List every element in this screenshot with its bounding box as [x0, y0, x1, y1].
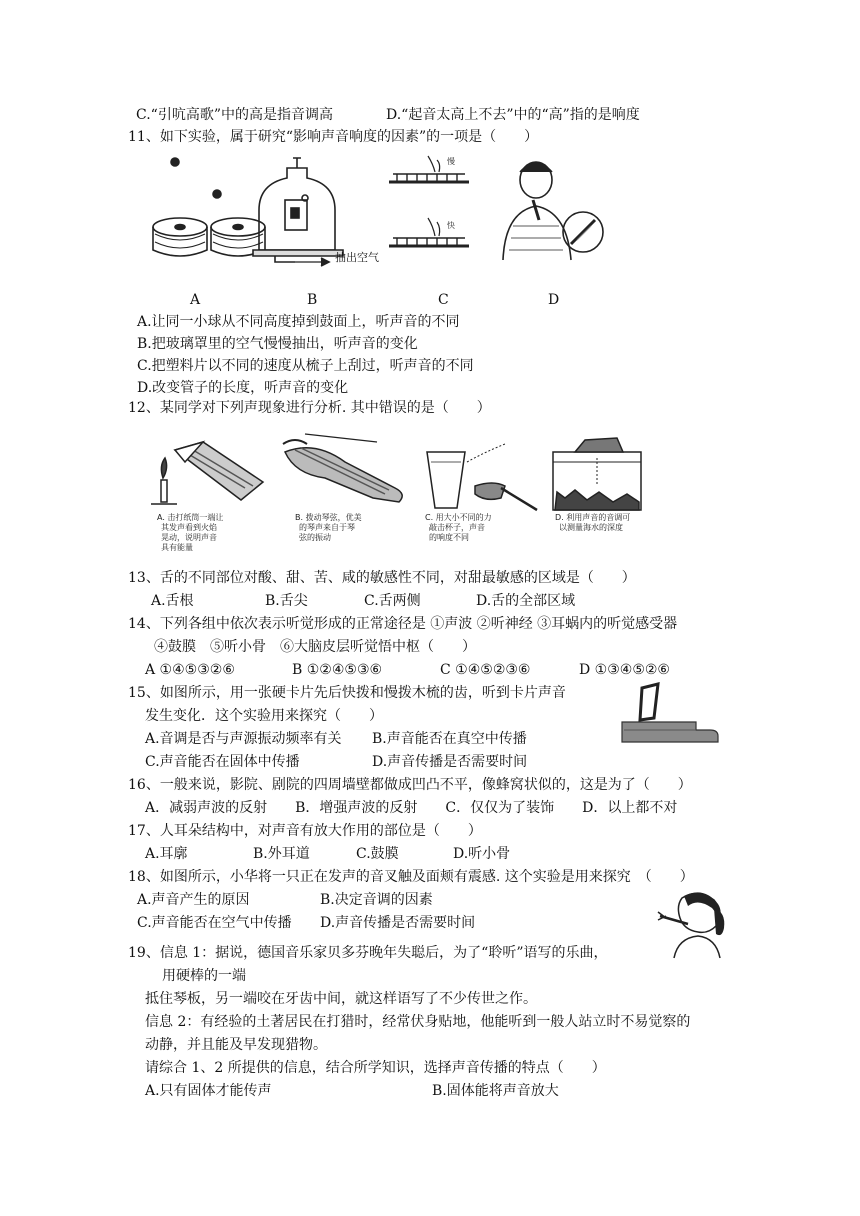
violin-figure — [283, 434, 402, 502]
svg-text:的响度不同: 的响度不同 — [429, 533, 469, 542]
svg-text:D. 利用声音的音调可: D. 利用声音的音调可 — [555, 513, 631, 522]
q18-stem: 18、如图所示，小华将一只正在发声的音叉触及面颊有震感. 这个实验是用来探究 （ ） — [128, 869, 694, 885]
boy-tube-figure-d — [503, 162, 603, 260]
q13-option-a: A.舌根 — [151, 593, 194, 609]
q17-option-c: C.鼓膜 — [356, 846, 399, 862]
q19-info-2: 信息 2：有经验的土著居民在打猎时，经常伏身贴地，他能听到一般人站立时不易觉察的 — [145, 1014, 691, 1030]
q13-option-d: D.舌的全部区域 — [476, 593, 576, 609]
bell-jar-figure-b — [253, 158, 343, 266]
drum-figure-a — [153, 158, 265, 256]
q19-stem-cont-1: 用硬棒的一端 — [162, 968, 246, 984]
ship-sonar-figure — [553, 438, 641, 510]
comb-figure-c — [389, 156, 469, 246]
fast-label: 快 — [447, 221, 455, 230]
q15-option-c: C.声音能否在固体中传播 — [145, 754, 300, 770]
q11-label-a: A — [190, 292, 201, 308]
q15-option-a: A.音调是否与声源振动频率有关 — [145, 731, 342, 747]
pump-label: 抽出空气 — [335, 251, 379, 264]
glass-cup-figure — [427, 444, 537, 510]
q19-stem-cont-2: 抵住琴板，另一端咬在牙齿中间，就这样语写了不少传世之作。 — [145, 991, 537, 1007]
q14-option-b: B ①②④⑤③⑥ — [292, 662, 383, 678]
q18-option-a: A.声音产生的原因 — [137, 892, 250, 908]
q15-option-d: D.声音传播是否需要时间 — [372, 754, 528, 770]
q19-option-a: A.只有固体才能传声 — [145, 1083, 272, 1099]
q14-option-a: A ①④⑤③②⑥ — [145, 662, 235, 678]
caption-d — [555, 512, 630, 532]
q16-stem: 16、一般来说，影院、剧院的四周墙壁都做成凹凸不平，像蜂窝状似的，这是为了（ ） — [128, 777, 692, 793]
q11-label-b: B — [307, 292, 318, 308]
q14-stem: 14、下列各组中依次表示听觉形成的正常途径是 ①声波 ②听神经 ③耳蜗内的听觉感受器 — [128, 616, 678, 632]
q18-option-c: C.声音能否在空气中传播 — [137, 915, 292, 931]
q11-label-c: C — [438, 292, 449, 308]
comb-card-figure — [618, 680, 722, 750]
q11-option-a: A.让同一小球从不同高度掉到鼓面上，听声音的不同 — [137, 314, 460, 330]
q11-stem: 11、如下实验，属于研究“影响声音响度的因素”的一项是（ ） — [128, 129, 539, 145]
q10-option-c: C.“引吭高歌”中的高是指音调高 — [136, 107, 333, 123]
svg-text:晃动，说明声音: 晃动，说明声音 — [161, 533, 217, 542]
svg-text:其发声看到火焰: 其发声看到火焰 — [161, 523, 217, 532]
q14-option-d: D ①③④⑤②⑥ — [579, 662, 670, 678]
svg-text:具有能量: 具有能量 — [161, 543, 193, 552]
svg-text:以测量海水的深度: 以测量海水的深度 — [559, 523, 623, 532]
q18-option-d: D.声音传播是否需要时间 — [320, 915, 476, 931]
q19-question: 请综合 1、2 所提供的信息，结合所学知识，选择声音传播的特点（ ） — [145, 1060, 606, 1076]
caption-b — [295, 512, 362, 542]
q10-option-d: D.“起音太高上不去”中的“高”指的是响度 — [386, 107, 640, 123]
svg-text:C. 用大小不同的力: C. 用大小不同的力 — [425, 513, 492, 522]
q14-stem-cont: ④鼓膜 ⑤听小骨 ⑥大脑皮层听觉悟中枢（ ） — [154, 639, 476, 655]
q13-option-c: C.舌两侧 — [364, 593, 421, 609]
q19-option-b: B.固体能将声音放大 — [432, 1083, 559, 1099]
q19-info-2-cont: 动静，并且能及早发现猎物。 — [145, 1037, 327, 1053]
svg-text:敲击杯子，声音: 敲击杯子，声音 — [429, 523, 485, 532]
q11-figure — [145, 150, 615, 275]
q17-stem: 17、人耳朵结构中，对声音有放大作用的部位是（ ） — [128, 823, 482, 839]
q16-options: A．减弱声波的反射 B．增强声波的反射 C．仅仅为了装饰 D．以上都不对 — [145, 800, 678, 816]
q13-stem: 13、舌的不同部位对酸、甜、苦、咸的敏感性不同，对甜最敏感的区域是（ ） — [128, 570, 636, 586]
q14-option-c: C ①④⑤②③⑥ — [440, 662, 531, 678]
svg-text:B. 拨动琴弦，优美: B. 拨动琴弦，优美 — [295, 513, 362, 522]
q12-stem: 12、某同学对下列声现象进行分析. 其中错误的是（ ） — [128, 400, 491, 416]
caption-c — [425, 512, 492, 542]
q13-option-b: B.舌尖 — [265, 593, 308, 609]
q17-option-d: D.听小骨 — [453, 846, 511, 862]
q12-figure — [145, 422, 650, 554]
q11-label-d: D — [548, 292, 560, 308]
q11-option-d: D.改变管子的长度，听声音的变化 — [137, 380, 349, 396]
svg-text:弦的振动: 弦的振动 — [299, 533, 331, 542]
q17-option-b: B.外耳道 — [253, 846, 310, 862]
caption-a — [157, 512, 223, 552]
q11-option-c: C.把塑料片以不同的速度从梳子上刮过，听声音的不同 — [137, 358, 474, 374]
slow-label: 慢 — [447, 157, 455, 166]
q18-option-b: B.决定音调的因素 — [320, 892, 433, 908]
girl-tuning-fork-figure — [654, 888, 730, 960]
q17-option-a: A.耳廓 — [145, 846, 188, 862]
q11-option-b: B.把玻璃罩里的空气慢慢抽出，听声音的变化 — [137, 336, 418, 352]
q15-option-b: B.声音能否在真空中传播 — [372, 731, 527, 747]
paper-tube-candle-figure — [151, 442, 263, 504]
q19-stem: 19、信息 1：据说，德国音乐家贝多芬晚年失聪后，为了“聆听”语写的乐曲， — [128, 945, 608, 961]
svg-text:的琴声来自于琴: 的琴声来自于琴 — [299, 523, 355, 532]
q15-stem: 15、如图所示，用一张硬卡片先后快拨和慢拨木梳的齿，听到卡片声音 — [128, 685, 566, 701]
svg-text:A. 击打纸筒一端让: A. 击打纸筒一端让 — [157, 513, 224, 522]
q15-stem-cont: 发生变化．这个实验用来探究（ ） — [145, 708, 383, 724]
